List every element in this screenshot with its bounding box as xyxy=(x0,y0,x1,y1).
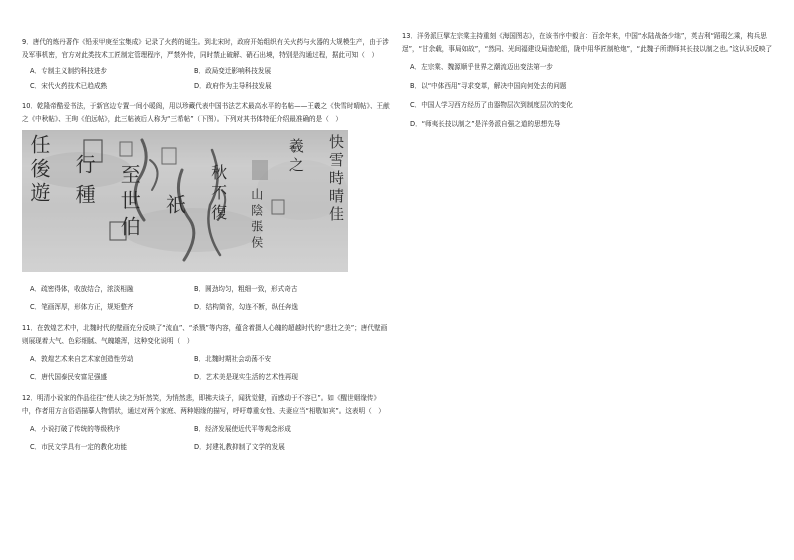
question-10-option-a[interactable]: A．疏密得体，收放结合，浓淡相融 xyxy=(30,285,134,293)
question-13-option-c[interactable]: C．中国人学习西方经历了由器物层次到制度层次的变化 xyxy=(410,101,573,109)
calligraphy-column: 任後遊 xyxy=(27,134,51,206)
question-13-option-b[interactable]: B．以“中体西用”寻求变革，解决中国向何处去的问题 xyxy=(410,82,567,90)
question-11-options xyxy=(30,350,390,386)
question-11-option-b[interactable]: B．北魏时期社会动荡不安 xyxy=(194,355,272,363)
question-11 xyxy=(22,322,390,386)
question-13-option-a[interactable]: A．左宗棠、魏源顺乎世界之潮流迈出变法第一步 xyxy=(410,63,553,71)
question-9-option-a[interactable]: A．专制主义制约科技进步 xyxy=(30,67,108,75)
question-9-options xyxy=(30,64,390,94)
question-12-option-d[interactable]: D．封建礼教抑制了文学的发展 xyxy=(194,443,285,451)
question-12-option-b[interactable]: B．经济发展使近代平等观念形成 xyxy=(194,425,291,433)
question-11-option-c[interactable]: C．唐代国泰民安富足强盛 xyxy=(30,373,108,381)
question-12-option-c[interactable]: C．市民文学具有一定的教化功能 xyxy=(30,443,127,451)
question-13 xyxy=(402,30,774,134)
question-12-stem: 12．明清小说家的作品往往“使人读之为轩然笑，为悄然悲，即拂夫谈子，闻犹觉健，而感动于不容已”。如《醒世姻缘传》中，作者用方言俗语描摹人物情状，通过对两个家庭、两种姻缘的描写，呼吁尊重女性、夫妻应当“相敬如宾”。这表明（ ） xyxy=(22,394,385,415)
question-12-options xyxy=(30,420,390,456)
calligraphy-column: 至世伯 xyxy=(117,164,142,242)
question-11-stem: 11．在敦煌艺术中，北魏时代的壁画充分反映了“流血”、“杀戮”等内容，蕴含着摄人心魄的超越时代的“悲壮之美”；唐代壁画则展现着大气、色彩细腻、气魄雄浑，这种变化说明（ ） xyxy=(22,324,388,345)
question-10-options xyxy=(30,280,390,316)
left-column xyxy=(22,36,390,462)
calligraphy-column: 行種 xyxy=(72,154,97,214)
question-10-option-d[interactable]: D．结构简省，勾连不断，纵任奔逸 xyxy=(194,303,298,311)
question-9-option-d[interactable]: D．政府作为主导科技发展 xyxy=(194,82,272,90)
right-column xyxy=(402,30,774,140)
question-10-option-b[interactable]: B．圆劲均匀，粗细一致，形式奇古 xyxy=(194,285,298,293)
question-13-stem: 13．洋务派巨擘左宗棠主持重刻《海国图志》，在该书序中毅言：百余年来，中国“水陆战备少绌”，英吉利“蹈瑕乞乘，构兵思逞”，“甘余载，事局如故”，“然同、光间福建设局造轮船，陇中用华匠制枪炮”，“此魏子所谓师其长技以制之也。”这认识反映了 xyxy=(402,32,773,53)
question-12 xyxy=(22,392,390,456)
question-9-option-c[interactable]: C．宋代火药技术已趋成熟 xyxy=(30,82,108,90)
calligraphy-column: 羲之 xyxy=(286,138,305,176)
question-11-option-a[interactable]: A．敦煌艺术来自艺术家创造性劳动 xyxy=(30,355,134,363)
calligraphy-column: 秋不復 xyxy=(208,164,228,224)
question-11-option-d[interactable]: D．艺术美是现实生活的艺术性再现 xyxy=(194,373,298,381)
question-13-option-d[interactable]: D．“师夷长技以制之”是洋务派自强之道的思想先导 xyxy=(410,120,561,128)
question-10-stem: 10．乾隆帝酷爱书法，于新宫边专置一间小暖阁，用以珍藏代表中国书法艺术最高水平的名帖——王羲之《快雪时晴帖》、王献之《中秋帖》、王珣《伯远帖》，此三帖被后人称为“三希帖”（下图）。下列对其书体特征介绍最准确的是（ ） xyxy=(22,102,390,123)
calligraphy-text xyxy=(28,134,344,268)
calligraphy-column: 祇 xyxy=(162,194,187,214)
calligraphy-column: 快雪時晴佳 xyxy=(326,134,345,224)
question-10 xyxy=(22,100,390,316)
calligraphy-column: 山陰張侯 xyxy=(249,188,264,252)
question-9-stem: 9．唐代的炼丹著作《铅汞甲庚至宝集成》记录了火药的诞生。到北宋时，政府开始组织有关火药与火器的大规模生产，由于涉及军事机密，官方对此类技术工匠制定管理程序，严禁外传，同时禁止破解、硝石出境，特别是沟通过程，据此可知（ ） xyxy=(22,38,389,59)
question-13-options xyxy=(410,58,774,134)
question-10-option-c[interactable]: C．笔画浑厚，形体方正，规矩整齐 xyxy=(30,303,134,311)
question-9 xyxy=(22,36,390,94)
question-9-option-b[interactable]: B．政局变迁影响科技发展 xyxy=(194,67,272,75)
question-12-option-a[interactable]: A．小说打破了传统的等级秩序 xyxy=(30,425,121,433)
calligraphy-figure xyxy=(22,130,348,272)
